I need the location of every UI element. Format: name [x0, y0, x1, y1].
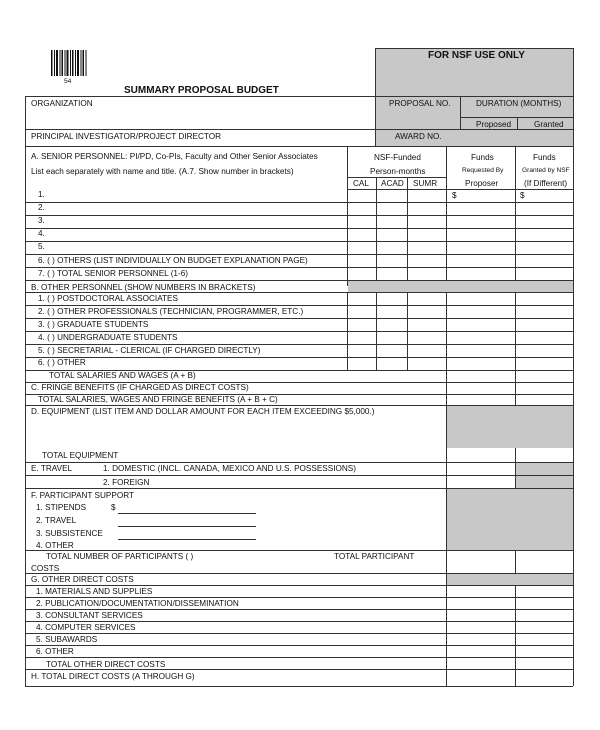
section-a-row: 7. ( ) TOTAL SENIOR PERSONNEL (1-6): [38, 269, 188, 278]
total-participants: TOTAL NUMBER OF PARTICIPANTS ( ): [46, 552, 194, 561]
proposed-label: Proposed: [476, 120, 512, 129]
section-f-row: 4. OTHER: [36, 541, 74, 550]
organization-label: ORGANIZATION: [31, 99, 93, 108]
section-g-total: TOTAL OTHER DIRECT COSTS: [46, 660, 166, 669]
section-h-heading: H. TOTAL DIRECT COSTS (A THROUGH G): [31, 672, 195, 681]
section-c-total: TOTAL SALARIES, WAGES AND FRINGE BENEFITS (A + B + C): [38, 395, 278, 404]
section-g-row: 6. OTHER: [36, 647, 74, 656]
travel-foreign: 2. FOREIGN: [103, 478, 150, 487]
proposer-label: Proposer: [465, 179, 499, 188]
section-d-total: TOTAL EQUIPMENT: [42, 451, 119, 460]
section-g-row: 4. COMPUTER SERVICES: [36, 623, 136, 632]
section-b-row: 3. ( ) GRADUATE STUDENTS: [38, 320, 149, 329]
section-f-row: 2. TRAVEL: [36, 516, 77, 525]
section-g-row: 3. CONSULTANT SERVICES: [36, 611, 143, 620]
section-a-row: 6. ( ) OTHERS (LIST INDIVIDUALLY ON BUDGET EXPLANATION PAGE): [38, 256, 308, 265]
travel-line[interactable]: [118, 526, 256, 527]
section-a-row: 1.: [38, 190, 45, 199]
section-b-row: 4. ( ) UNDERGRADUATE STUDENTS: [38, 333, 178, 342]
section-f-row: 3. SUBSISTENCE: [36, 529, 103, 538]
acad-label: ACAD: [381, 179, 404, 188]
pi-label: PRINCIPAL INVESTIGATOR/PROJECT DIRECTOR: [31, 132, 222, 141]
travel-domestic: 1. DOMESTIC (INCL. CANADA, MEXICO AND U.S. POSSESSIONS): [103, 464, 356, 473]
section-b-row: 2. ( ) OTHER PROFESSIONALS (TECHNICIAN, PROGRAMMER, ETC.): [38, 307, 304, 316]
nsf-funded-label: NSF-Funded: [374, 153, 421, 162]
cal-label: CAL: [353, 179, 369, 188]
section-a-row: 2.: [38, 203, 45, 212]
dollar-sign: $: [520, 191, 525, 200]
sumr-label: SUMR: [413, 179, 438, 188]
section-c-heading: C. FRINGE BENEFITS (IF CHARGED AS DIRECT COSTS): [31, 383, 249, 392]
section-a-row: 5.: [38, 242, 45, 251]
funds-granted-label: Funds: [533, 153, 556, 162]
section-g-row: 1. MATERIALS AND SUPPLIES: [36, 587, 153, 596]
section-g-row: 5. SUBAWARDS: [36, 635, 98, 644]
section-d-heading: D. EQUIPMENT (LIST ITEM AND DOLLAR AMOUNT FOR EACH ITEM EXCEEDING $5,000.): [31, 407, 375, 416]
section-b-row: 1. ( ) POSTDOCTORAL ASSOCIATES: [38, 294, 178, 303]
if-different-label: (If Different): [524, 179, 568, 188]
section-b-total: TOTAL SALARIES AND WAGES (A + B): [49, 371, 196, 380]
section-f-dollar: $: [111, 503, 116, 512]
funds-requested-label: Funds: [471, 153, 494, 162]
proposal-no-label: PROPOSAL NO.: [389, 99, 451, 108]
person-months-label: Person-months: [370, 167, 426, 176]
subsistence-line[interactable]: [118, 539, 256, 540]
barcode: [51, 50, 89, 80]
section-g-row: 2. PUBLICATION/DOCUMENTATION/DISSEMINATION: [36, 599, 239, 608]
section-f-heading: F. PARTICIPANT SUPPORT: [31, 491, 134, 500]
costs-label: COSTS: [31, 564, 60, 573]
section-f-row: 1. STIPENDS: [36, 503, 87, 512]
section-b-row: 5. ( ) SECRETARIAL - CLERICAL (IF CHARGED DIRECTLY): [38, 346, 261, 355]
dollar-sign: $: [452, 191, 457, 200]
barcode-caption: 54: [64, 78, 72, 85]
granted-by-nsf-label: Granted by NSF: [522, 167, 570, 174]
section-a-heading: A. SENIOR PERSONNEL: PI/PD, Co-PIs, Faculty and Other Senior Associates: [31, 152, 318, 161]
duration-label: DURATION (MONTHS): [476, 99, 562, 108]
stipends-line[interactable]: [118, 513, 256, 514]
section-a-row: 3.: [38, 216, 45, 225]
section-e-heading: E. TRAVEL: [31, 464, 73, 473]
granted-label: Granted: [534, 120, 564, 129]
section-g-heading: G. OTHER DIRECT COSTS: [31, 575, 134, 584]
section-a-subheading: List each separately with name and title. (A.7. Show number in brackets): [31, 167, 294, 176]
section-b-heading: B. OTHER PERSONNEL (SHOW NUMBERS IN BRACKETS): [31, 283, 256, 292]
section-b-row: 6. ( ) OTHER: [38, 358, 86, 367]
requested-by-label: Requested By: [462, 167, 504, 174]
page-title: SUMMARY PROPOSAL BUDGET: [124, 85, 279, 96]
section-a-row: 4.: [38, 229, 45, 238]
nsf-use-only-heading: FOR NSF USE ONLY: [428, 50, 525, 61]
award-no-label: AWARD NO.: [395, 132, 442, 141]
total-participant-costs: TOTAL PARTICIPANT: [334, 552, 415, 561]
